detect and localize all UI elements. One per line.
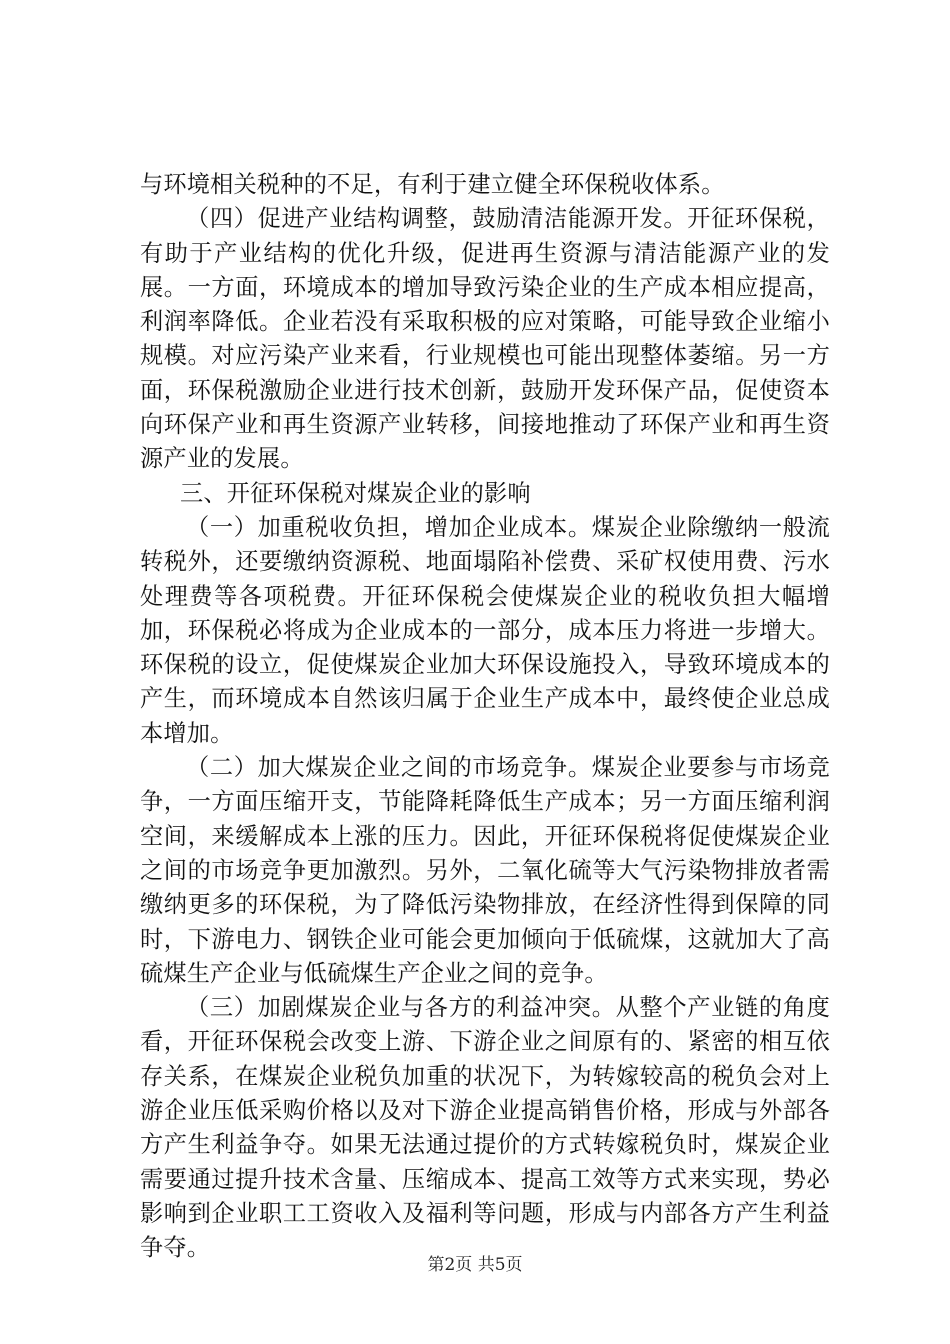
paragraph-item-one: （一）加重税收负担，增加企业成本。煤炭企业除缴纳一般流转税外，还要缴纳资源税、地面塌陷补偿费、采矿权使用费、污水处理费等各项税费。开征环保税会使煤炭企业的税收负担大幅增加，环保税必将成为企业成本的一部分，成本压力将进一步增大。环保税的设立，促使煤炭企业加大环保设施投入，导致环境成本的产生，而环境成本自然该归属于企业生产成本中，最终使企业总成本增加。 <box>140 513 830 747</box>
document-body <box>140 168 830 1266</box>
page-footer: 第2页 共5页 <box>427 1255 523 1275</box>
paragraph-item-two: （二）加大煤炭企业之间的市场竞争。煤炭企业要参与市场竞争，一方面压缩开支，节能降耗降低生产成本；另一方面压缩利润空间，来缓解成本上涨的压力。因此，开征环保税将促使煤炭企业之间的市场竞争更加激烈。另外，二氧化硫等大气污染物排放者需缴纳更多的环保税，为了降低污染物排放，在经济性得到保障的同时，下游电力、钢铁企业可能会更加倾向于低硫煤，这就加大了高硫煤生产企业与低硫煤生产企业之间的竞争。 <box>140 754 830 987</box>
paragraph-continuation: 与环境相关税种的不足，有利于建立健全环保税收体系。 <box>140 171 725 198</box>
section-heading-three: 三、开征环保税对煤炭企业的影响 <box>180 479 531 507</box>
paragraph-item-three: （三）加剧煤炭企业与各方的利益冲突。从整个产业链的角度看，开征环保税会改变上游、下游企业之间原有的、紧密的相互依存关系，在煤炭企业税负加重的状况下，为转嫁较高的税负会对上游企业压低采购价格以及对下游企业提高销售价格，形成与外部各方产生利益争夺。如果无法通过提价的方式转嫁税负时，煤炭企业需要通过提升技术含量、压缩成本、提高工效等方式来实现，势必影响到企业职工工资收入及福利等问题，形成与内部各方产生利益争夺。 <box>140 994 830 1262</box>
paragraph-section-four: （四）促进产业结构调整，鼓励清洁能源开发。开征环保税，有助于产业结构的优化升级，促进再生资源与清洁能源产业的发展。一方面，环境成本的增加导致污染企业的生产成本相应提高，利润率降低。企业若没有采取积极的应对策略，可能导致企业缩小规模。对应污染产业来看，行业规模也可能出现整体萎缩。另一方面，环保税激励企业进行技术创新，鼓励开发环保产品，促使资本向环保产业和再生资源产业转移，间接地推动了环保产业和再生资源产业的发展。 <box>140 205 830 473</box>
